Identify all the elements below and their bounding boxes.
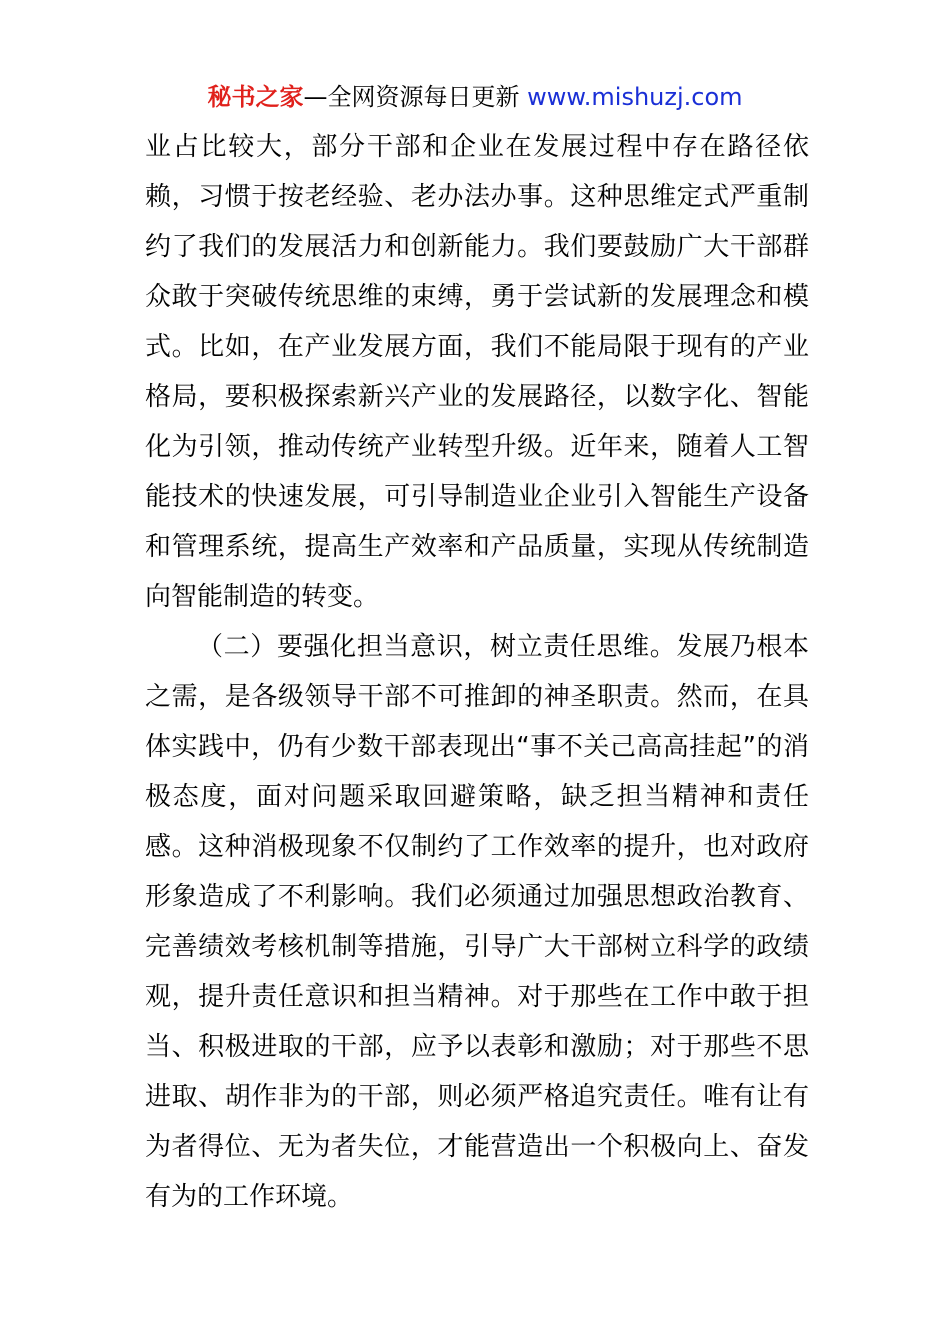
brand-name: 秘书之家 <box>207 83 304 111</box>
header-slogan: —全网资源每日更新 <box>303 83 528 111</box>
site-url-link[interactable]: www.mishuzj.com <box>527 83 743 111</box>
document-body <box>145 122 809 1222</box>
page-header <box>0 80 950 114</box>
paragraph-continued: 业占比较大，部分干部和企业在发展过程中存在路径依赖，习惯于按老经验、老办法办事。这种思维定式严重制约了我们的发展活力和创新能力。我们要鼓励广大干部群众敢于突破传统思维的束缚，勇于尝试新的发展理念和模式。比如，在产业发展方面，我们不能局限于现有的产业格局，要积极探索新兴产业的发展路径，以数字化、智能化为引领，推动传统产业转型升级。近年来，随着人工智能技术的快速发展，可引导制造业企业引入智能生产设备和管理系统，提高生产效率和产品质量，实现从传统制造向智能制造的转变。 <box>145 132 809 612</box>
paragraph-section-two: （二）要强化担当意识，树立责任思维。发展乃根本之需，是各级领导干部不可推卸的神圣职责。然而，在具体实践中，仍有少数干部表现出“事不关己高高挂起”的消极态度，面对问题采取回避策略，缺乏担当精神和责任感。这种消极现象不仅制约了工作效率的提升，也对政府形象造成了不利影响。我们必须通过加强思想政治教育、完善绩效考核机制等措施，引导广大干部树立科学的政绩观，提升责任意识和担当精神。对于那些在工作中敢于担当、积极进取的干部，应予以表彰和激励；对于那些不思进取、胡作非为的干部，则必须严格追究责任。唯有让有为者得位、无为者失位，才能营造出一个积极向上、奋发有为的工作环境。 <box>145 632 809 1212</box>
